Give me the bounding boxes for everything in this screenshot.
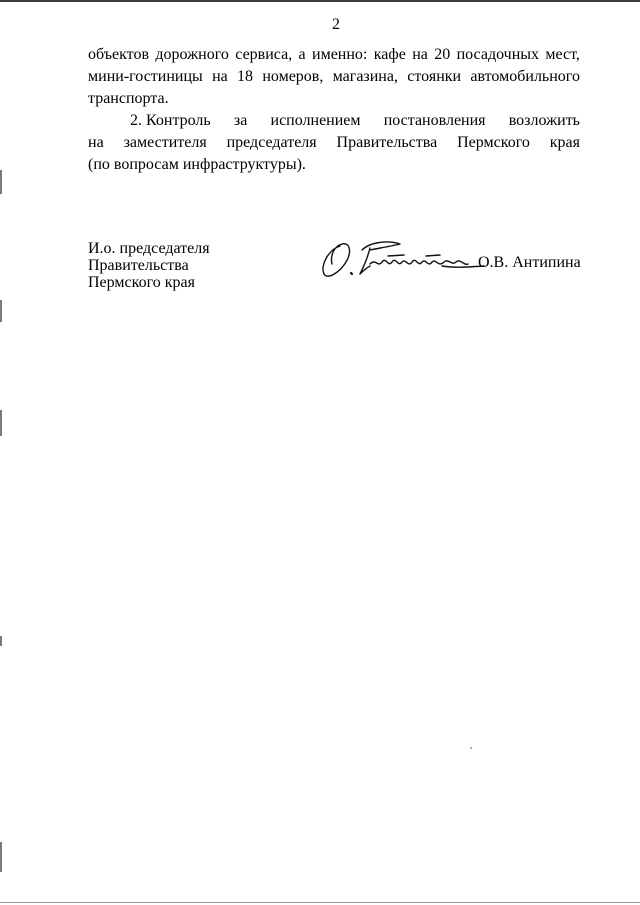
paragraph-1 bbox=[88, 44, 580, 110]
scan-margin-mark bbox=[0, 410, 2, 436]
signatory-title-line-1: И.о. председателя Правительства bbox=[88, 240, 210, 274]
scan-margin-mark bbox=[0, 636, 2, 646]
scan-margin-mark bbox=[0, 170, 2, 194]
signatory-title bbox=[88, 240, 308, 291]
handwritten-signature bbox=[318, 236, 488, 280]
signatory-title-line-2: Пермского края bbox=[88, 274, 195, 291]
signatory-name: О.В. Антипина bbox=[478, 254, 581, 271]
paragraph-1-line-2: мини-гостиницы на 18 номеров, магазина, стоянки автомобильного bbox=[88, 68, 580, 85]
scan-speck bbox=[470, 747, 472, 749]
paragraph-2-line-3: (по вопросам инфраструктуры). bbox=[88, 156, 306, 173]
bottom-border bbox=[0, 902, 640, 903]
paragraph-2 bbox=[88, 110, 580, 176]
paragraph-2-line-1: 2. Контроль за исполнением постановления возложить bbox=[130, 112, 580, 129]
paragraph-1-line-3: транспорта. bbox=[88, 90, 169, 107]
top-border bbox=[0, 0, 640, 2]
paragraph-2-line-2: на заместителя председателя Правительства Пермского края bbox=[88, 134, 580, 151]
paragraph-1-line-1: объектов дорожного сервиса, а именно: кафе на 20 посадочных мест, bbox=[88, 46, 580, 63]
scan-margin-mark bbox=[0, 842, 2, 872]
scan-margin-mark bbox=[0, 300, 2, 322]
page-number: 2 bbox=[332, 16, 340, 33]
